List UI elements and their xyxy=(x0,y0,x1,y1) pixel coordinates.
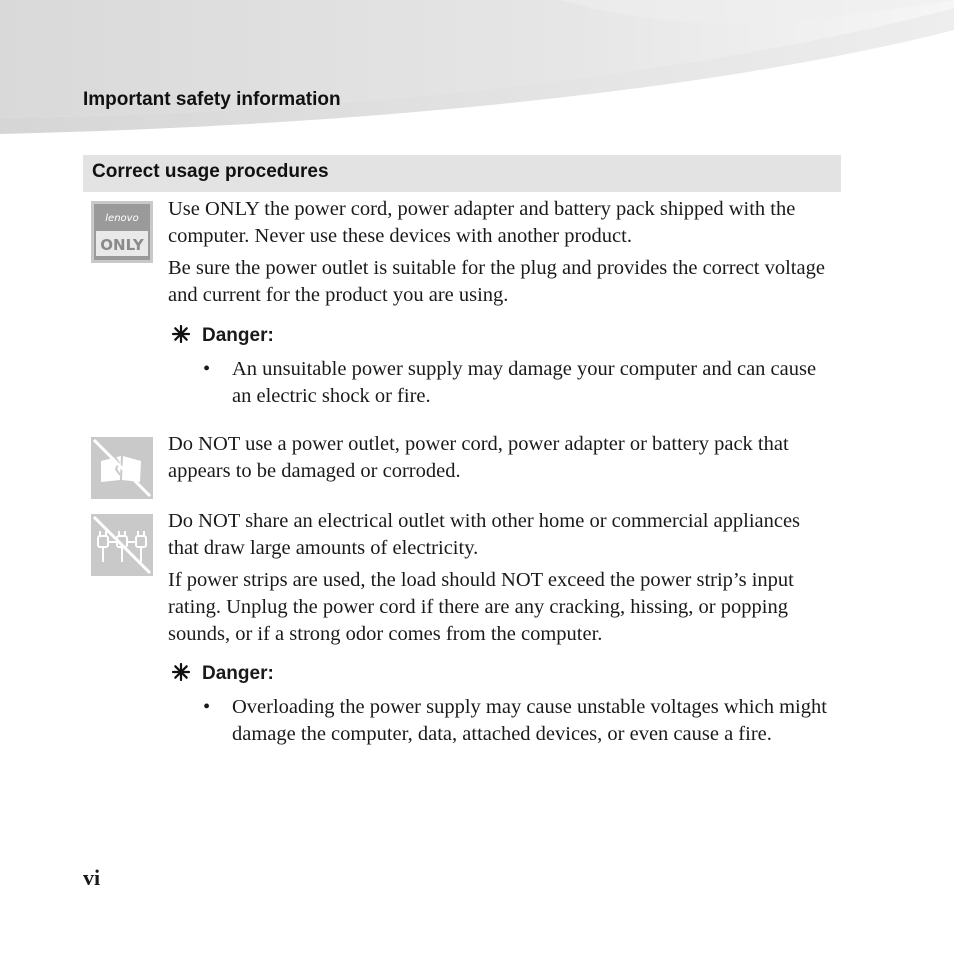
danger-star-icon xyxy=(172,663,190,687)
danger-heading xyxy=(172,325,274,349)
only-label-text: ONLY xyxy=(100,236,144,254)
bullet-text: Overloading the power supply may cause unstable voltages which might damage the computer, data, attached devices, or even cause a fire. xyxy=(232,696,827,745)
section-title: Correct usage procedures xyxy=(92,161,329,182)
page-number: vi xyxy=(83,865,101,890)
list-item xyxy=(203,356,833,412)
danger-label: Danger: xyxy=(202,325,274,346)
paragraph-damaged-outlet: Do NOT use a power outlet, power cord, power adapter or battery pack that appears to be damaged or corroded. xyxy=(168,433,789,482)
bullet-marker: • xyxy=(203,358,211,380)
damaged-cord-prohibited-icon xyxy=(91,437,153,499)
lenovo-only-icon xyxy=(91,201,153,263)
danger-label: Danger: xyxy=(202,663,274,684)
bullet-marker: • xyxy=(203,696,211,718)
lenovo-logo-text: lenovo xyxy=(105,213,139,224)
overloaded-outlet-prohibited-icon xyxy=(91,514,153,576)
running-header-title: Important safety information xyxy=(83,89,341,110)
bullet-text: An unsuitable power supply may damage your computer and can cause an electric shock or fire. xyxy=(232,358,817,407)
header-swoosh-graphic xyxy=(0,0,954,140)
list-item xyxy=(203,694,833,778)
paragraph-share-outlet: Do NOT share an electrical outlet with other home or commercial appliances that draw large amounts of electricity. xyxy=(168,510,801,559)
paragraph-power-strips: If power strips are used, the load should NOT exceed the power strip’s input rating. Unplug the power cord if there are any cracking, hissing, or popping sounds, or if a strong odor comes from the computer. xyxy=(168,569,794,645)
danger-heading xyxy=(172,663,274,687)
danger-star-icon xyxy=(172,325,190,349)
section-heading-bar xyxy=(83,155,841,192)
paragraph-use-only: Use ONLY the power cord, power adapter and battery pack shipped with the computer. Never use these devices with another product. xyxy=(168,198,796,247)
paragraph-outlet-suitable: Be sure the power outlet is suitable for the plug and provides the correct voltage and current for the product you are using. xyxy=(168,257,825,306)
